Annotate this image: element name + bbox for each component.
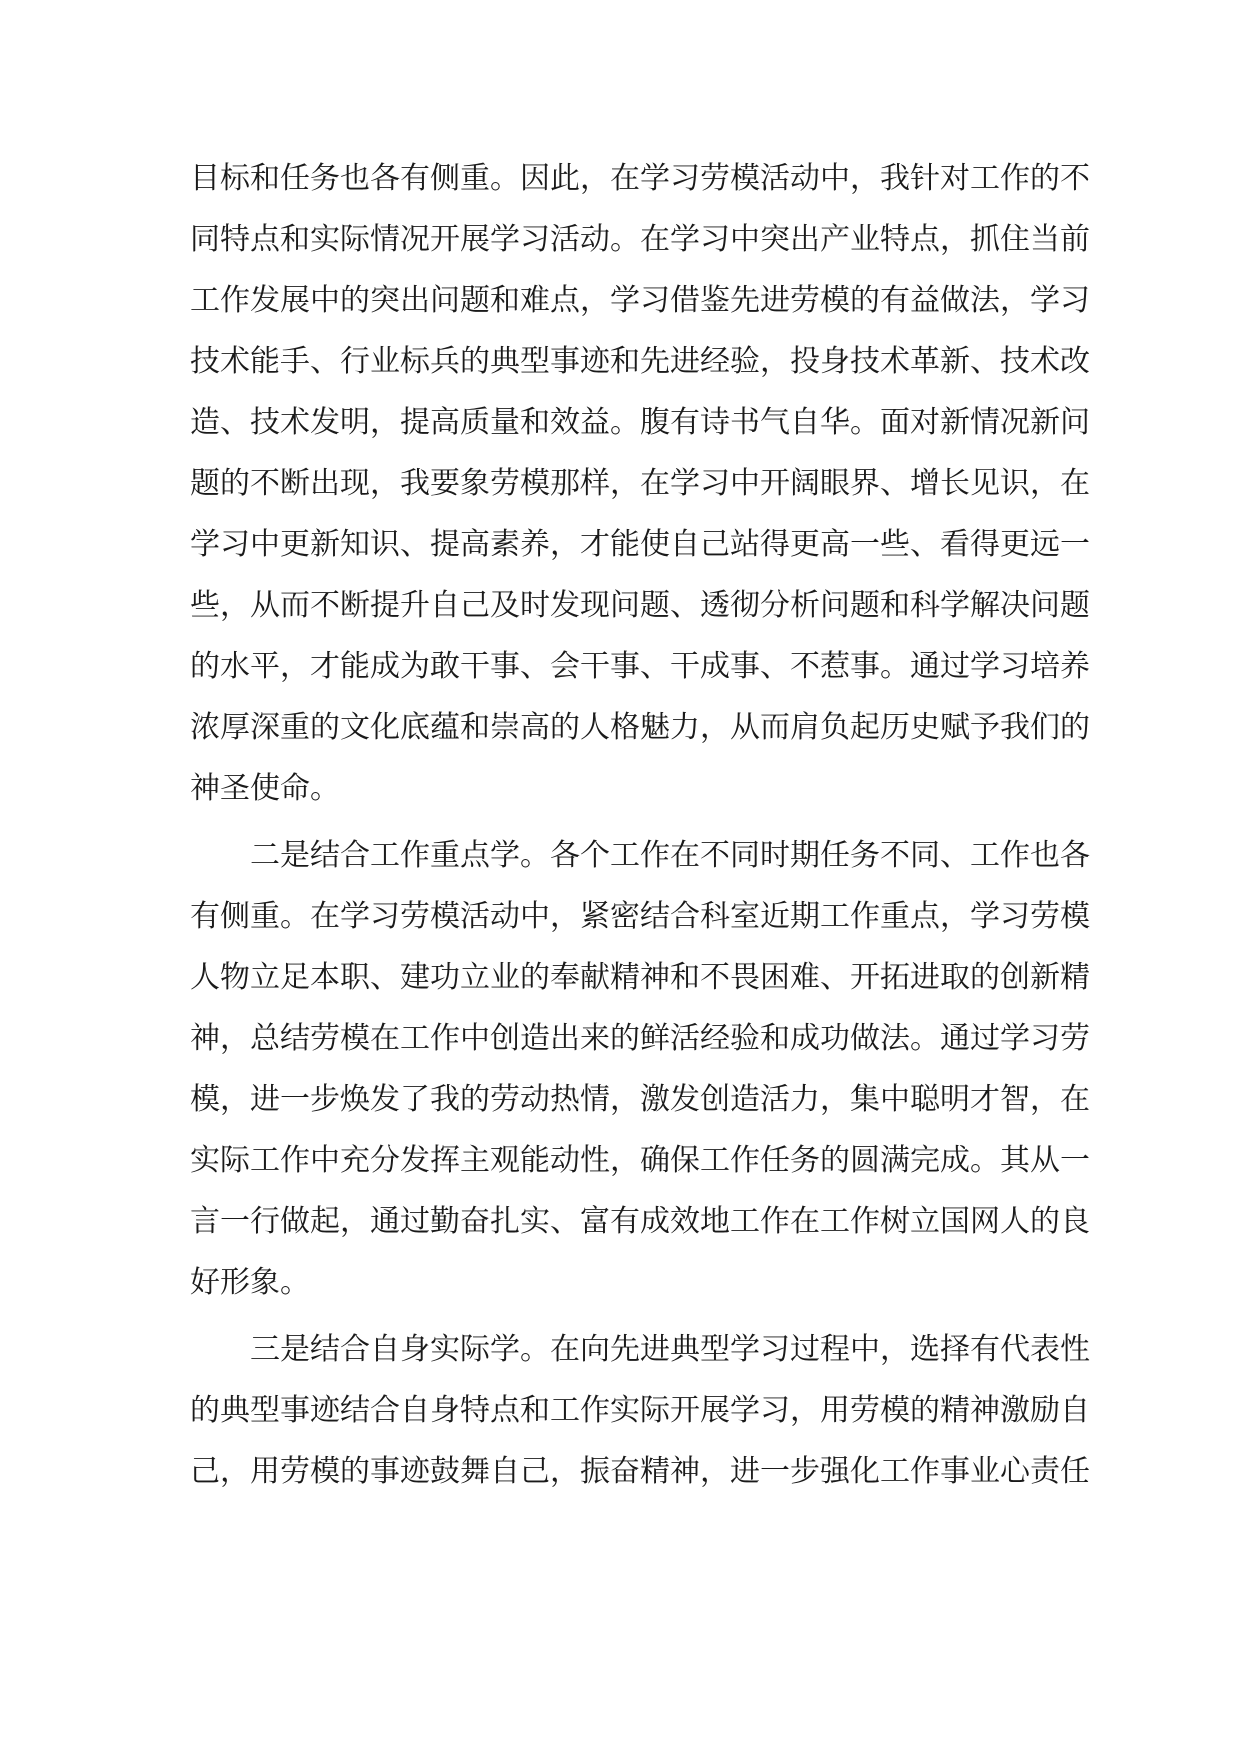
text-line: 目标和任务也各有侧重。因此，在学习劳模活动中，我针对工作的不 xyxy=(190,161,1090,196)
text-line: 有侧重。在学习劳模活动中，紧密结合科室近期工作重点，学习劳模 xyxy=(190,899,1090,934)
text-line: 同特点和实际情况开展学习活动。在学习中突出产业特点，抓住当前 xyxy=(190,222,1090,257)
text-line: 实际工作中充分发挥主观能动性，确保工作任务的圆满完成。其从一 xyxy=(190,1143,1090,1178)
text-line: 言一行做起，通过勤奋扎实、富有成效地工作在工作树立国网人的良 xyxy=(190,1204,1090,1239)
text-line: 模，进一步焕发了我的劳动热情，激发创造活力，集中聪明才智，在 xyxy=(190,1082,1090,1117)
text-line: 的水平，才能成为敢干事、会干事、干成事、不惹事。通过学习培养 xyxy=(190,649,1090,684)
text-line: 的典型事迹结合自身特点和工作实际开展学习，用劳模的精神激励自 xyxy=(190,1393,1090,1428)
paragraph-2 xyxy=(190,825,1090,1313)
text-line: 人物立足本职、建功立业的奉献精神和不畏困难、开拓进取的创新精 xyxy=(190,960,1090,995)
text-line: 题的不断出现，我要象劳模那样，在学习中开阔眼界、增长见识，在 xyxy=(190,466,1090,501)
text-line: 神圣使命。 xyxy=(190,771,340,806)
text-line: 造、技术发明，提高质量和效益。腹有诗书气自华。面对新情况新问 xyxy=(190,405,1090,440)
text-line: 二是结合工作重点学。各个工作在不同时期任务不同、工作也各 xyxy=(250,838,1090,873)
text-line: 些，从而不断提升自己及时发现问题、透彻分析问题和科学解决问题 xyxy=(190,588,1090,623)
text-line: 己，用劳模的事迹鼓舞自己，振奋精神，进一步强化工作事业心责任 xyxy=(190,1454,1090,1489)
text-line: 技术能手、行业标兵的典型事迹和先进经验，投身技术革新、技术改 xyxy=(190,344,1090,379)
text-line: 学习中更新知识、提高素养，才能使自己站得更高一些、看得更远一 xyxy=(190,527,1090,562)
text-line: 神，总结劳模在工作中创造出来的鲜活经验和成功做法。通过学习劳 xyxy=(190,1021,1090,1056)
text-line: 工作发展中的突出问题和难点，学习借鉴先进劳模的有益做法，学习 xyxy=(190,283,1090,318)
document-body xyxy=(190,148,1090,1502)
text-line: 三是结合自身实际学。在向先进典型学习过程中，选择有代表性 xyxy=(250,1332,1090,1367)
paragraph-1 xyxy=(190,148,1090,819)
text-line: 浓厚深重的文化底蕴和崇高的人格魅力，从而肩负起历史赋予我们的 xyxy=(190,710,1090,745)
text-line: 好形象。 xyxy=(190,1265,310,1300)
paragraph-3 xyxy=(190,1319,1090,1502)
